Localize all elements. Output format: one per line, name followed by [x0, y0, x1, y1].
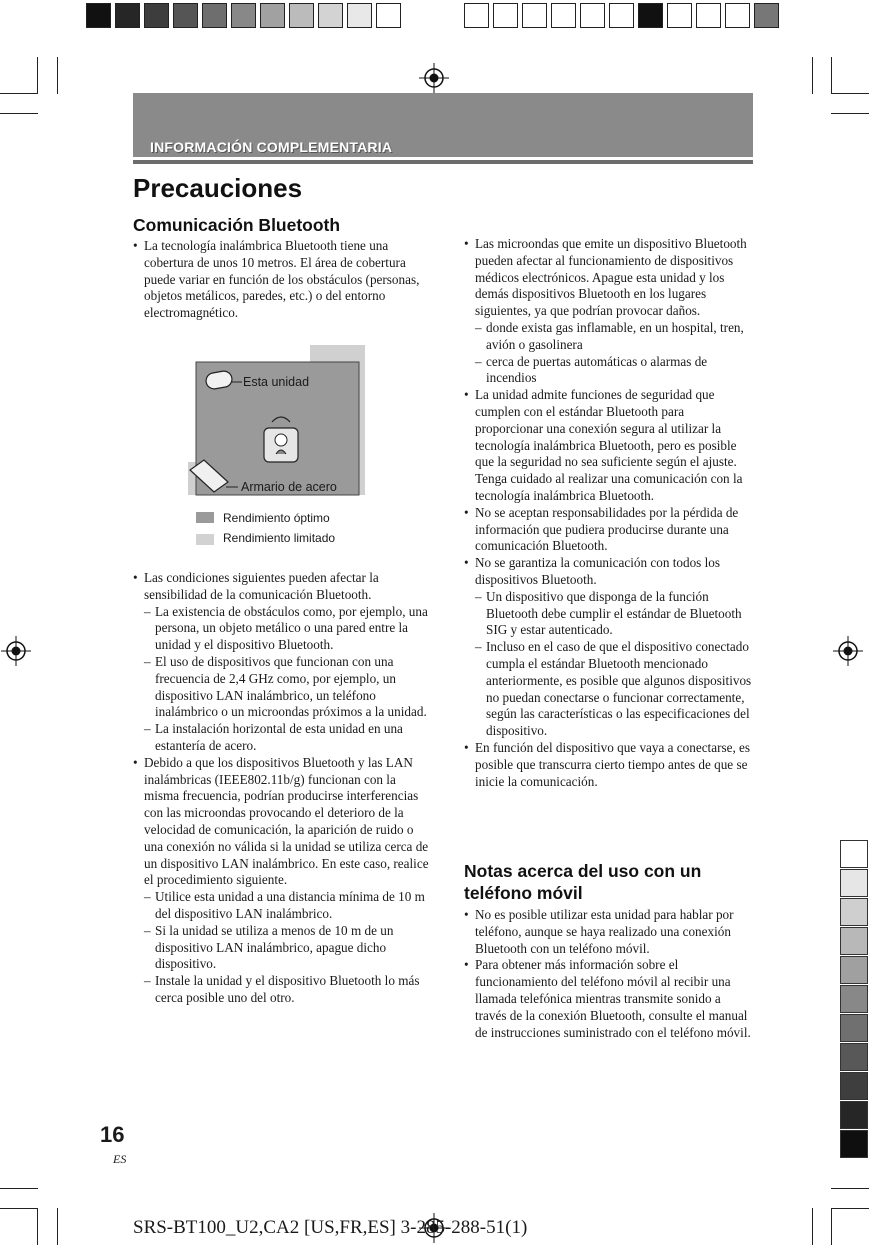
registration-mark-icon: [833, 636, 863, 666]
legend-limited-swatch: [196, 534, 214, 545]
bullet-item: • Las condiciones siguientes pueden afectar la sensibilidad de la comunicación Bluetooth.: [133, 570, 429, 604]
bullet-item: • La tecnología inalámbrica Bluetooth tiene una cobertura de unos 10 metros. El área de cobertura puede variar en función de los obstáculos (personas, objetos metálicos, paredes, etc.) o del entorno electromagnético.: [133, 238, 429, 322]
bullet-item: • En función del dispositivo que vaya a conectarse, es posible que transcurra cierto tiempo antes de que se inicie la comunicación.: [464, 740, 754, 790]
dash-item: – Un dispositivo que disponga de la función Bluetooth debe cumplir el estándar de Bluetooth SIG y estar autenticado.: [464, 589, 754, 639]
legend-limited-label: Rendimiento limitado: [223, 531, 336, 545]
right-column-lower: [464, 860, 754, 1041]
page-number: 16: [100, 1122, 125, 1147]
label-steel-cabinet: Armario de acero: [241, 480, 337, 494]
dash-item: – cerca de puertas automáticas o alarmas de incendios: [464, 354, 754, 388]
registration-mark-icon: [1, 636, 31, 666]
label-this-unit: Esta unidad: [243, 375, 310, 389]
dash-item: – El uso de dispositivos que funcionan con una frecuencia de 2,4 GHz como, por ejemplo, un dispositivo LAN inalámbrico, un teléfono inalámbrico o un microondas próximos a la unidad.: [133, 654, 429, 721]
dash-item: – La existencia de obstáculos como, por ejemplo, una persona, un objeto metálico o una pared entre la unidad y el dispositivo Bluetooth.: [133, 604, 429, 654]
registration-mark-icon: [419, 63, 449, 93]
right-column: [464, 236, 754, 790]
bullet-item: • La unidad admite funciones de seguridad que cumplen con el estándar Bluetooth para proporcionar una conexión segura al utilizar la tecnología inalámbrica Bluetooth, pero es posible que la seguridad no sea suficiente según el ajuste. Tenga cuidado al realizar una comunicación con la tecnología inalámbrica Bluetooth.: [464, 387, 754, 505]
language-code: ES: [113, 1152, 127, 1166]
coverage-diagram: [186, 342, 376, 502]
dash-item: – donde exista gas inflamable, en un hospital, tren, avión o gasolinera: [464, 320, 754, 354]
gray-scale-tabs: [840, 840, 868, 1159]
bullet-item: • Las microondas que emite un dispositivo Bluetooth pueden afectar al funcionamiento de dispositivos médicos electrónicos. Apague esta unidad y los demás dispositivos Bluetooth en los lugares siguientes, ya que podrían provocar daños.: [464, 236, 754, 320]
banner-rule: [133, 160, 753, 164]
heading-mobile-phone: Notas acerca del uso con un teléfono móvil: [464, 861, 702, 903]
coverage-figure: [186, 342, 376, 552]
bullet-item: • No es posible utilizar esta unidad para hablar por teléfono, aunque se haya realizado una conexión Bluetooth con un teléfono móvil.: [464, 907, 754, 957]
page-title: Precauciones: [133, 173, 303, 203]
dash-item: – Instale la unidad y el dispositivo Bluetooth lo más cerca posible uno del otro.: [133, 973, 429, 1007]
bullet-item: • No se aceptan responsabilidades por la pérdida de información que pudiera producirse durante una comunicación Bluetooth.: [464, 505, 754, 555]
dash-item: – Incluso en el caso de que el dispositivo conectado cumpla el estándar Bluetooth mencionado anteriormente, es posible que algunos dispositivos no puedan conectarse o funcionar correctamente, según las características o las especificaciones del dispositivo.: [464, 639, 754, 740]
dash-item: – Utilice esta unidad a una distancia mínima de 10 m del dispositivo LAN inalámbrico.: [133, 889, 429, 923]
section-label: INFORMACIÓN COMPLEMENTARIA: [150, 139, 393, 155]
legend-optimal-swatch: [196, 512, 214, 523]
print-id: SRS-BT100_U2,CA2 [US,FR,ES] 3-285-288-51(1): [133, 1217, 528, 1238]
dash-item: – Si la unidad se utiliza a menos de 10 m de un dispositivo LAN inalámbrico, apague dicho dispositivo.: [133, 923, 429, 973]
heading-bluetooth: Comunicación Bluetooth: [133, 215, 341, 235]
left-column: [133, 214, 429, 322]
bullet-item: • No se garantiza la comunicación con todos los dispositivos Bluetooth.: [464, 555, 754, 589]
bullet-item: • Debido a que los dispositivos Bluetooth y las LAN inalámbricas (IEEE802.11b/g) funcionan con la misma frecuencia, podrían producirse interferencias con las microondas provocando el deterioro de la velocidad de comunicación, la aparición de ruido o una conexión no válida si la unidad se utiliza cerca de un dispositivo LAN inalámbrico. En este caso, realice el procedimiento siguiente.: [133, 755, 429, 889]
left-column-lower: [133, 570, 429, 1007]
legend-optimal-label: Rendimiento óptimo: [223, 511, 330, 525]
dash-item: – La instalación horizontal de esta unidad en una estantería de acero.: [133, 721, 429, 755]
bullet-item: • Para obtener más información sobre el funcionamiento del teléfono móvil al recibir una llamada telefónica mientras transmite sonido a través de la conexión Bluetooth, consulte el manual de instrucciones suministrado con el teléfono móvil.: [464, 957, 754, 1041]
